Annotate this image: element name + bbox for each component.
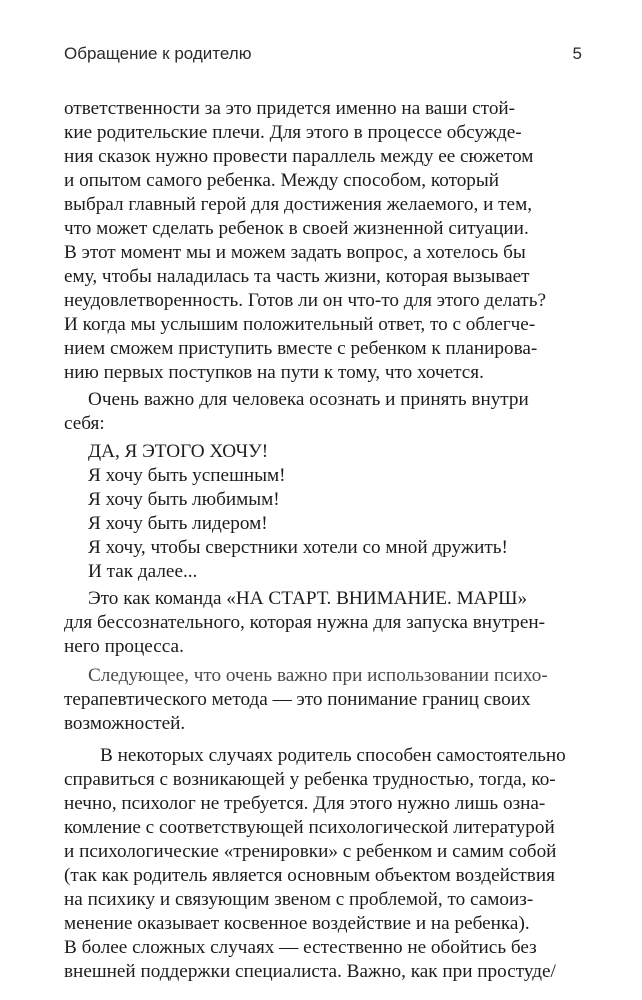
text-line: Я хочу быть любимым! [88,489,280,510]
text-line: неудовлетворенность. Готов ли он что-то для этого делать? [64,290,546,311]
page-number: 5 [572,44,582,63]
text-line: и психологические «тренировки» с ребенком и самим собой [64,841,557,862]
running-title: Обращение к родителю [64,44,252,63]
text-line: Я хочу быть успешным! [88,465,286,486]
text-line: (так как родитель является основным объектом воздействия [64,865,555,886]
text-line: И так далее... [88,561,198,582]
text-line: нечно, психолог не требуется. Для этого нужно лишь озна- [64,793,546,814]
text-line: себя: [64,413,105,434]
text-line: ДА, Я ЭТОГО ХОЧУ! [88,441,269,462]
text-line: ния сказок нужно провести параллель между ее сюжетом [64,146,534,167]
text-line: нию первых поступков на пути к тому, что хочется. [64,362,484,383]
text-line: нием сможем приступить вместе с ребенком к планирова- [64,338,538,359]
text-line: и опытом самого ребенка. Между способом, который [64,170,500,191]
text-line: Я хочу быть лидером! [88,513,268,534]
text-line: комление с соответствующей психологической литературой [64,817,555,838]
text-line: В более сложных случаях — естественно не обойтись без [64,937,537,958]
text-line: ответственности за это придется именно на ваши стой- [64,98,516,119]
text-line: справиться с возникающей у ребенка трудностью, тогда, ко- [64,769,556,790]
text-line: Я хочу, чтобы сверстники хотели со мной дружить! [88,537,508,558]
page-body [64,97,594,984]
text-line: для бессознательного, которая нужна для запуска внутрен- [64,612,546,633]
text-line: него процесса. [64,636,184,657]
text-line: ему, чтобы наладилась та часть жизни, которая вызывает [64,266,530,287]
text-line: выбрал главный герой для достижения желаемого, и тем, [64,194,533,215]
text-line: Очень важно для человека осознать и принять внутри [88,389,529,410]
text-line: на психику и связующим звеном с проблемой, то самоиз- [64,889,534,910]
text-line: что может сделать ребенок в своей жизненной ситуации. [64,218,529,239]
text-line: терапевтического метода — это понимание границ своих [64,689,531,710]
text-line: В этот момент мы и можем задать вопрос, а хотелось бы [64,242,526,263]
text-line: внешней поддержки специалиста. Важно, как при простуде/ [64,961,556,982]
text-line: И когда мы услышим положительный ответ, то с облегче- [64,314,536,335]
text-line: Это как команда «НА СТАРТ. ВНИМАНИЕ. МАРШ» [88,588,528,609]
text-line: возможностей. [64,713,186,734]
text-line: менение оказывает косвенное воздействие и на ребенка). [64,913,530,934]
text-line: Следующее, что очень важно при использовании психо- [88,665,548,686]
text-line: кие родительские плечи. Для этого в процессе обсужде- [64,122,522,143]
text-line: В некоторых случаях родитель способен самостоятельно [100,745,566,766]
page-header [64,44,582,70]
